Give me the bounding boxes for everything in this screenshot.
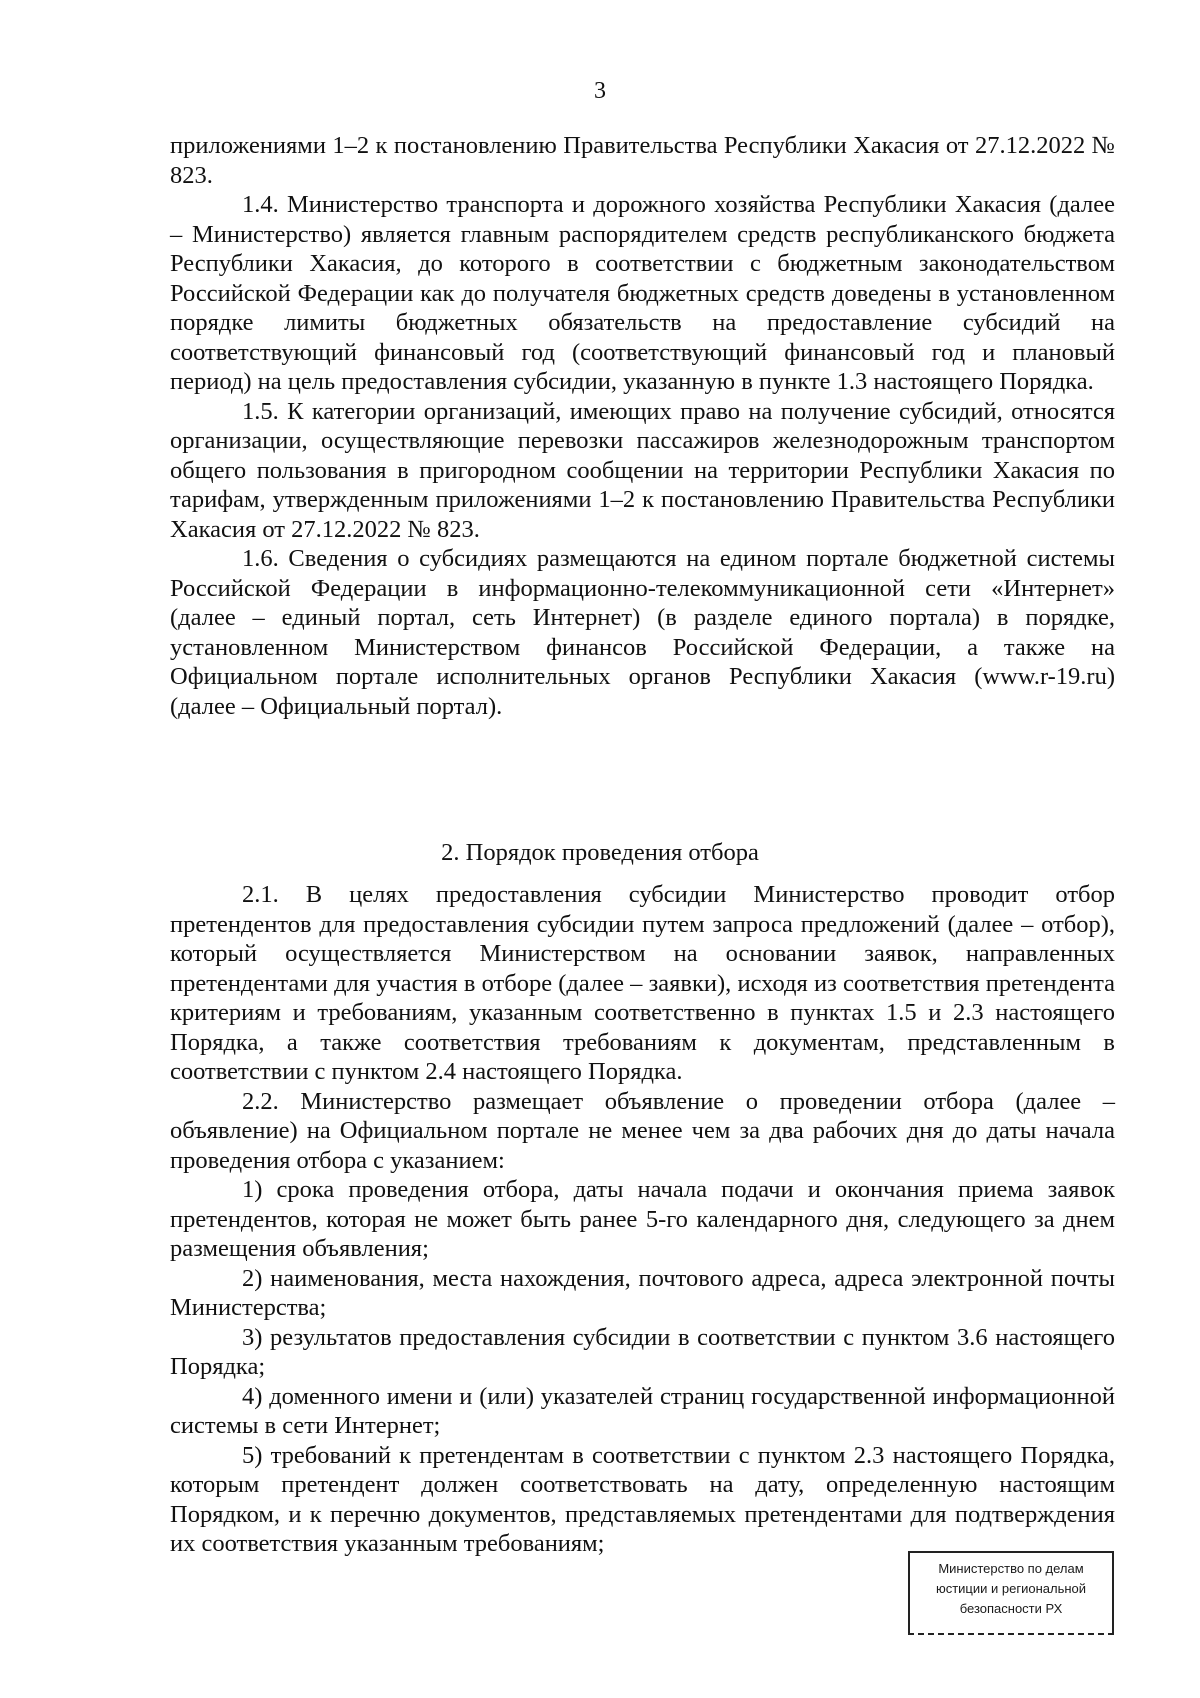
list-item-4: 4) доменного имени и (или) указателей страниц государственной информационной системы в сети Интернет; <box>170 1382 1115 1439</box>
stamp-line-3: безопасности РХ <box>959 1601 1063 1616</box>
registration-stamp <box>908 1551 1114 1635</box>
paragraph-1-4: 1.4. Министерство транспорта и дорожного хозяйства Республики Хакасия (далее – Министерство) является главным распорядителем средств республиканского бюджета Республики Хакасия, до которого в соответствии с бюджетным законодательством Российской Федерации как до получателя бюджетных средств доведены в установленном порядке лимиты бюджетных обязательств на предоставление субсидий на соответствующий финансовый год (соответствующий финансовый год и плановый период) на цель предоставления субсидии, указанную в пункте 1.3 настоящего Порядка. <box>170 191 1115 395</box>
list-item-2: 2) наименования, места нахождения, почтового адреса, адреса электронной почты Министерства; <box>170 1264 1115 1321</box>
paragraph-2-1: 2.1. В целях предоставления субсидии Министерство проводит отбор претендентов для предоставления субсидии путем запроса предложений (далее – отбор), который осуществляется Министерством на основании заявок, направленных претендентами для участия в отборе (далее – заявки), исходя из соответствия претендента критериям и требованиям, указанным соответственно в пунктах 1.5 и 2.3 настоящего Порядка, а также соответствия требованиям к документам, представленным в соответствии с пунктом 2.4 настоящего Порядка. <box>170 881 1115 1085</box>
paragraph-1-6: 1.6. Сведения о субсидиях размещаются на едином портале бюджетной системы Российской Федерации в информационно-телекоммуникационной сети «Интернет» (далее – единый портал, сеть Интернет) (в разделе единого портала) в порядке, установленном Министерством финансов Российской Федерации, а также на Официальном портале исполнительных органов Республики Хакасия (www.r-19.ru) (далее – Официальный портал). <box>170 545 1115 720</box>
stamp-line-2: юстиции и региональной <box>935 1581 1087 1596</box>
list-item-5: 5) требований к претендентам в соответствии с пунктом 2.3 настоящего Порядка, которым претендент должен соответствовать на дату, определенную настоящим Порядком, и к перечню документов, представляемых претендентами для подтверждения их соответствия указанным требованиям; <box>170 1441 1115 1557</box>
paragraph-1-5: 1.5. К категории организаций, имеющих право на получение субсидий, относятся организации, осуществляющие перевозки пассажиров железнодорожным транспортом общего пользования в пригородном сообщении на территории Республики Хакасия по тарифам, утвержденным приложениями 1–2 к постановлению Правительства Республики Хакасия от 27.12.2022 № 823. <box>170 397 1115 543</box>
page-number: 3 <box>594 78 606 104</box>
section-text-block <box>170 880 1115 1559</box>
section-heading: 2. Порядок проведения отбора <box>441 839 759 866</box>
intro-text-block <box>170 131 1115 721</box>
paragraph-2-2: 2.2. Министерство размещает объявление о проведении отбора (далее – объявление) на Официальном портале не менее чем за два рабочих дня до даты начала проведения отбора с указанием: <box>170 1087 1115 1174</box>
paragraph-continuation: приложениями 1–2 к постановлению Правительства Республики Хакасия от 27.12.2022 № 823. <box>170 132 1115 189</box>
list-item-1: 1) срока проведения отбора, даты начала подачи и окончания приема заявок претендентов, которая не может быть ранее 5-го календарного дня, следующего за днем размещения объявления; <box>170 1176 1115 1262</box>
stamp-line-1: Министерство по делам <box>938 1561 1084 1576</box>
list-item-3: 3) результатов предоставления субсидии в соответствии с пунктом 3.6 настоящего Порядка; <box>170 1323 1115 1380</box>
